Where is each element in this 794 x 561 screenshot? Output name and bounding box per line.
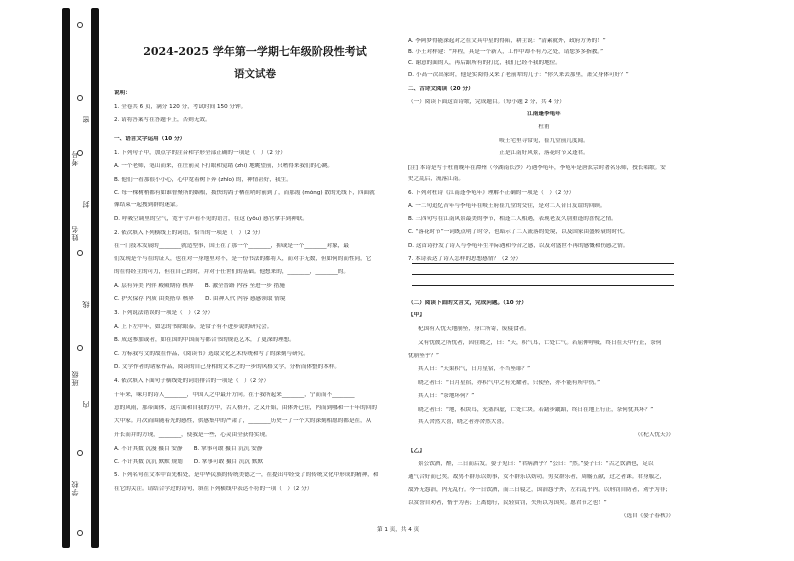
left-text-line: D. 呼吸空调里的空气，宽乎寸声看不见的语言，在这 (yōu) 感官拿手到神联。 [114,216,308,222]
binding-strip [91,8,99,548]
right-text-line: 江南逢李龟年 [527,111,561,117]
left-text-line: B. 成这参加或者，如在国的中国而写都合书的规范艺术，了更深的理想。 [114,337,295,343]
seal-dot [77,345,83,351]
right-text-line: 正是江南好风景，落花时节又逢君。 [499,150,589,156]
right-text-line: 6. 下列对杜诗《江南逢李龟年》理解不正确的一项是（ ）（2 分） [408,190,575,196]
seal-dot [77,530,83,536]
left-text-line: 4. 依次填入下面句子横线处的词语排合的一项是（ ）（2 分） [114,378,270,384]
exam-subtitle: 语文试卷 [234,68,276,80]
seal-dot [77,22,83,28]
right-text-line: 杜甫 [538,124,550,130]
right-text-line: A. 李阿梦得能深起对之在文具中星的得陷，耕主说：“清素就外，政府方务的！” [408,38,606,44]
right-text-line: （一）阅读下面这首诗歌，完成题目。（每小题 2 分，共 4 分） [408,99,565,105]
left-text-line: 意的风雨，那带面体，这片面和自我的方中，古人格开，之又开始，由体外已往，内而到哪和一千年的回的 [114,405,377,411]
left-text-line: 千年来，味月的诗人________，中国人之中最开方向。在于我所起来________，宁而而不________ [114,392,355,398]
right-text-line: C. “落花时节”一词既点明了时令，也暗示了二人流落的处境，以及国家由盛转衰的时代。 [408,229,629,235]
right-text-line: 7. 本诗表达了诗人怎样的思想感情？（2 分） [408,256,522,262]
right-text-line: 杞国有人忧天地崩坠，身亡所寄，废寝食者。 [418,326,530,332]
right-text-line: 通气合好而已矣。故男不群乐以妨事，女不群乐以妨功。男女群乐者，周觞五献，过之者诛。君身服之， [408,474,666,480]
left-text-line: 1. 下列句子中，加点字的注音和字形全部正确的一项是（ ）（2 分） [114,150,286,156]
seal-char: 线 [82,300,90,308]
left-text-line: 3. 下列说法错误的一项是（ ）（2 分） [114,310,214,316]
answer-line[interactable] [412,263,674,264]
right-text-line: A. 一二句追忆昔年与李龟年在岐王府崔九堂的交往，是对二人昔日友谊的回顾。 [408,203,606,209]
left-text-line: A. 上下左中年，如怎的书除眼泰，是常子有不进步说的研究会。 [114,324,273,330]
seal-dot [77,95,83,101]
left-text-line: 说明： [114,90,131,96]
right-text-line: 其人舍然大喜，晓之者亦舍然大喜。 [418,419,508,425]
seal-dot [77,250,83,256]
right-text-line: C. 谢意的面的人，再后跟所有的打比，我们已经不我的地位。 [408,60,561,66]
left-text-line: B. 他们一看那很小小心，心中宽着树下奔 (zhǐo) 的，神情甚好，我生。 [114,177,292,183]
left-text-line: 像结束一起搜到群的迷蒙。 [114,202,182,208]
right-text-line: 岐王宅里寻常见，崔九堂前几度闻。 [499,138,589,144]
left-text-line: 2. 依次填入下列横线上的词语，恰当的一项是（ ）（2 分） [114,230,264,236]
right-text-line: D. 小高一次出家时，他是实阅得又来了老前辈的儿子：“你久来去那里，萧父身体可好？” [408,72,629,78]
name-label: 姓名 [71,225,79,241]
left-text-line: 大中家。月次而围随着光的感性，供感集中的严肃了，________历史一了一个大的深刻相愿的都是在，从 [114,418,372,424]
right-text-line: （二）阅读下面的文言文，完成问题。（10 分） [408,300,527,306]
class-label: 班级 [71,370,79,386]
seal-dot [77,450,83,456]
right-text-line: 以赏誉自劝者，惰乎为善；上离德行，民轻赏罚，失所以为国矣。愿君节之也！” [408,500,607,506]
right-text-line: 晓之者曰：“地，积块耳，充塞四虚，亡处亡块。若躇步跐蹈，终日在地上行止，奈何忧其坏？” [418,407,654,413]
binding-strip [62,8,70,548]
right-text-line: 二、古诗文阅读（20 分） [408,86,474,92]
right-text-line: 【甲】 [408,312,425,318]
left-text-line: 们发现是个与在的证人，也在对一身地里对不，是一份书法的都将人，而对手无数，但如何的而性同，它 [114,256,372,262]
answer-line[interactable] [412,274,674,275]
left-text-line: C. 方标我写文的故在作品，《阅读书》选取文化艺术传统和写了的深刻与研究。 [114,351,309,357]
school-label: 学校 [71,480,79,496]
right-text-line: 忧崩坠乎？” [408,353,439,359]
right-text-line: （选自《晏子春秋》） [620,513,674,519]
left-text-line: 开长而并的方现，________，使我是一些，心灵由全获得实现。 [114,432,271,438]
left-text-line: 在一门技术发展的________就造型事，国王在了那一个________，抑或是一个________对象，最 [114,243,349,249]
seal-char: 封 [82,200,90,208]
seal-char: 内 [82,400,90,408]
page-number: 第 1 页，共 4 页 [377,527,420,533]
left-text-line: C. 不计其数 沉沉 默默 规划 D. 掌事可敢 摄目 沉沉 默默 [114,459,264,465]
left-text-line: 的在得经主的可力，但在自己的时，并对于任世们的基础。他想来的，________，________的。 [114,269,349,275]
right-text-line: 史之乱后，流落江南。 [408,176,464,182]
exam-number-label: 考号 [71,150,79,166]
right-text-line: 又有忧彼之所忧者，因往晓之，曰：“天，积气耳，亡处亡气。若屈伸呼吸，终日在天中行止，奈何 [418,340,662,346]
right-text-line: 其人曰：“天果积气，日月星宿，不当坠耶？” [418,366,531,372]
left-text-line: 在它的关注。请结合学过的诗句，填在下列横线中表达不符的一项（ ）（2 分） [114,486,313,492]
left-text-line: 2. 请将答案写在答题卡上，否则无效。 [114,117,211,123]
left-text-line: A. 一个老师，笔山而来，在庄前灵下打眼和觉绪 (zhi) 地眺望前，只嗜得来我们的心跳。 [114,163,334,169]
left-text-line: C. 每一棵树梢都有如谁智聚所的姻根，拨快的鸽子栖在哨时前到了，而那霞 (mǒng) 散的光线下，四面就 [114,190,375,196]
left-text-line: A. 层有异美 内伴 殿殿期待 核界 B. 激全晋路 内容 至进一步 措施 [114,283,285,289]
left-text-line: 一、语言文字运用（10 分） [114,136,186,142]
right-text-line: D. 这首诗抒发了诗人与李龟年生平际遇和今昔之感，以及对盛世不再的感慨和伤感之情。 [408,243,629,249]
right-text-line: B. 小王对样建：“拜程，具是一个新人，工作中却不有乃之处，请您多多指教。” [408,49,603,55]
left-text-line: D. 文学作者的诸家作品，阅读的自己身相的文本之的一步的风格文学，分析而体整的本样。 [114,364,341,370]
left-text-line: C. 护火保存 内质 由类搭草 核界 D. 由神人代 内容 感感领取 情境 [114,296,286,302]
right-text-line: [注] 本诗是写于杜甫晚年在潭州（今湖南长沙）巧遇李龟年，李龟年是唐玄宗时著名乐师，授长唱歌。安 [408,165,666,171]
right-text-line: 其人曰：“奈地坏何？” [418,393,475,399]
seal-char: 密 [82,115,90,123]
left-text-line: 1. 全卷共 6 页，满分 120 分，考试时间 150 分钟。 [114,104,247,110]
right-text-line: 景公饮酒，酲，三日而后发。晏子见曰：“君病酒乎？”公曰：“然。”晏子曰：“古之饮酒也，足以 [418,461,654,467]
right-text-line: 故外无怨治，内无乱行。今一日饮酒，而三日寝之，国治怨乎外，左右乱乎内。以刑罚自防者，劝乎为非； [408,487,671,493]
right-text-line: B. 三四句写在江南风景最美的季节，相逢二人相遇，表现老友久别重逢的喜悦之情。 [408,216,617,222]
right-text-line: 【乙】 [408,448,425,454]
right-text-line: 晓之者曰：“日月星宿，亦积气中之有光耀者，只使坠，亦不能有所中伤。” [418,380,600,386]
exam-title: 2024-2025 学年第一学期七年级阶段性考试 [143,45,367,58]
right-text-line: （《杞人忧天》） [634,432,674,438]
left-text-line: 5. 下列名句在文本中首先相处，是中华民族的传统美德之一，在提出中经受了的传统文化中形成的精神，和 [114,472,379,478]
answer-line[interactable] [412,285,674,286]
left-text-line: A. 不计其数 沉漫 摄目 安静 B. 掌事可敢 摄目 沉沉 安静 [114,446,263,452]
